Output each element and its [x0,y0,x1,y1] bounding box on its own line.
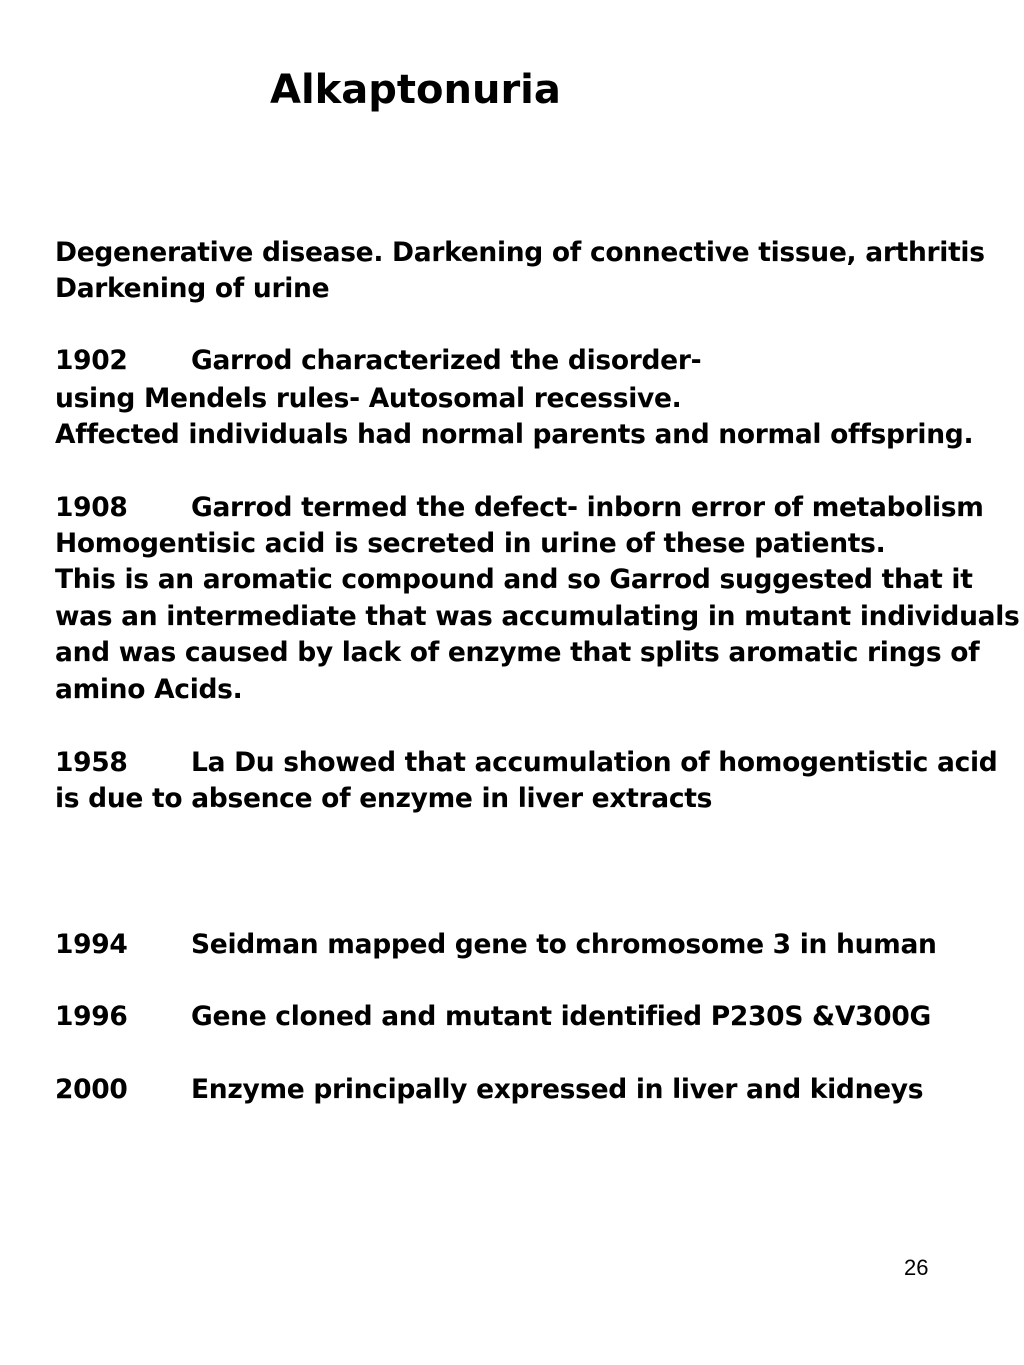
page-title: Alkaptonuria [270,67,561,113]
event-1958-line-1 [55,745,997,781]
event-1996-year: 1996 [55,1001,128,1032]
event-1908-line-2: Homogentisic acid is secreted in urine of these patients. [55,528,886,559]
event-1902-year: 1902 [55,345,128,376]
intro-line-1: Degenerative disease. Darkening of connective tissue, arthritis [55,237,985,268]
event-1908-line-5: and was caused by lack of enzyme that splits aromatic rings of [55,637,980,668]
event-1902-line-2: using Mendels rules- Autosomal recessive. [55,383,682,414]
event-1994-text-1: Seidman mapped gene to chromosome 3 in human [191,929,937,960]
event-2000-year: 2000 [55,1074,128,1105]
event-1958-text-1: La Du showed that accumulation of homogentistic acid [191,747,998,778]
page-number: 26 [904,1255,929,1280]
event-1908-line-1 [55,490,984,526]
event-1994-year: 1994 [55,929,128,960]
event-1902-text-1: Garrod characterized the disorder- [191,345,702,376]
event-1902-line-1 [55,343,701,379]
event-1908-line-3: This is an aromatic compound and so Garrod suggested that it [55,564,973,595]
event-2000-line-1 [55,1072,923,1108]
event-1908-line-4: was an intermediate that was accumulating in mutant individuals [55,601,1020,632]
event-1958-line-2: is due to absence of enzyme in liver extracts [55,783,713,814]
event-2000-text-1: Enzyme principally expressed in liver and kidneys [191,1074,924,1105]
event-1908-year: 1908 [55,492,128,523]
event-1994-line-1 [55,927,937,963]
event-1996-line-1 [55,999,931,1035]
event-1958-year: 1958 [55,747,128,778]
event-1996-text-1: Gene cloned and mutant identified P230S &V300G [191,1001,931,1032]
event-1908-line-6: amino Acids. [55,674,243,705]
event-1908-text-1: Garrod termed the defect- inborn error of metabolism [191,492,984,523]
intro-line-2: Darkening of urine [55,273,330,304]
event-1902-line-3: Affected individuals had normal parents and normal offspring. [55,419,974,450]
